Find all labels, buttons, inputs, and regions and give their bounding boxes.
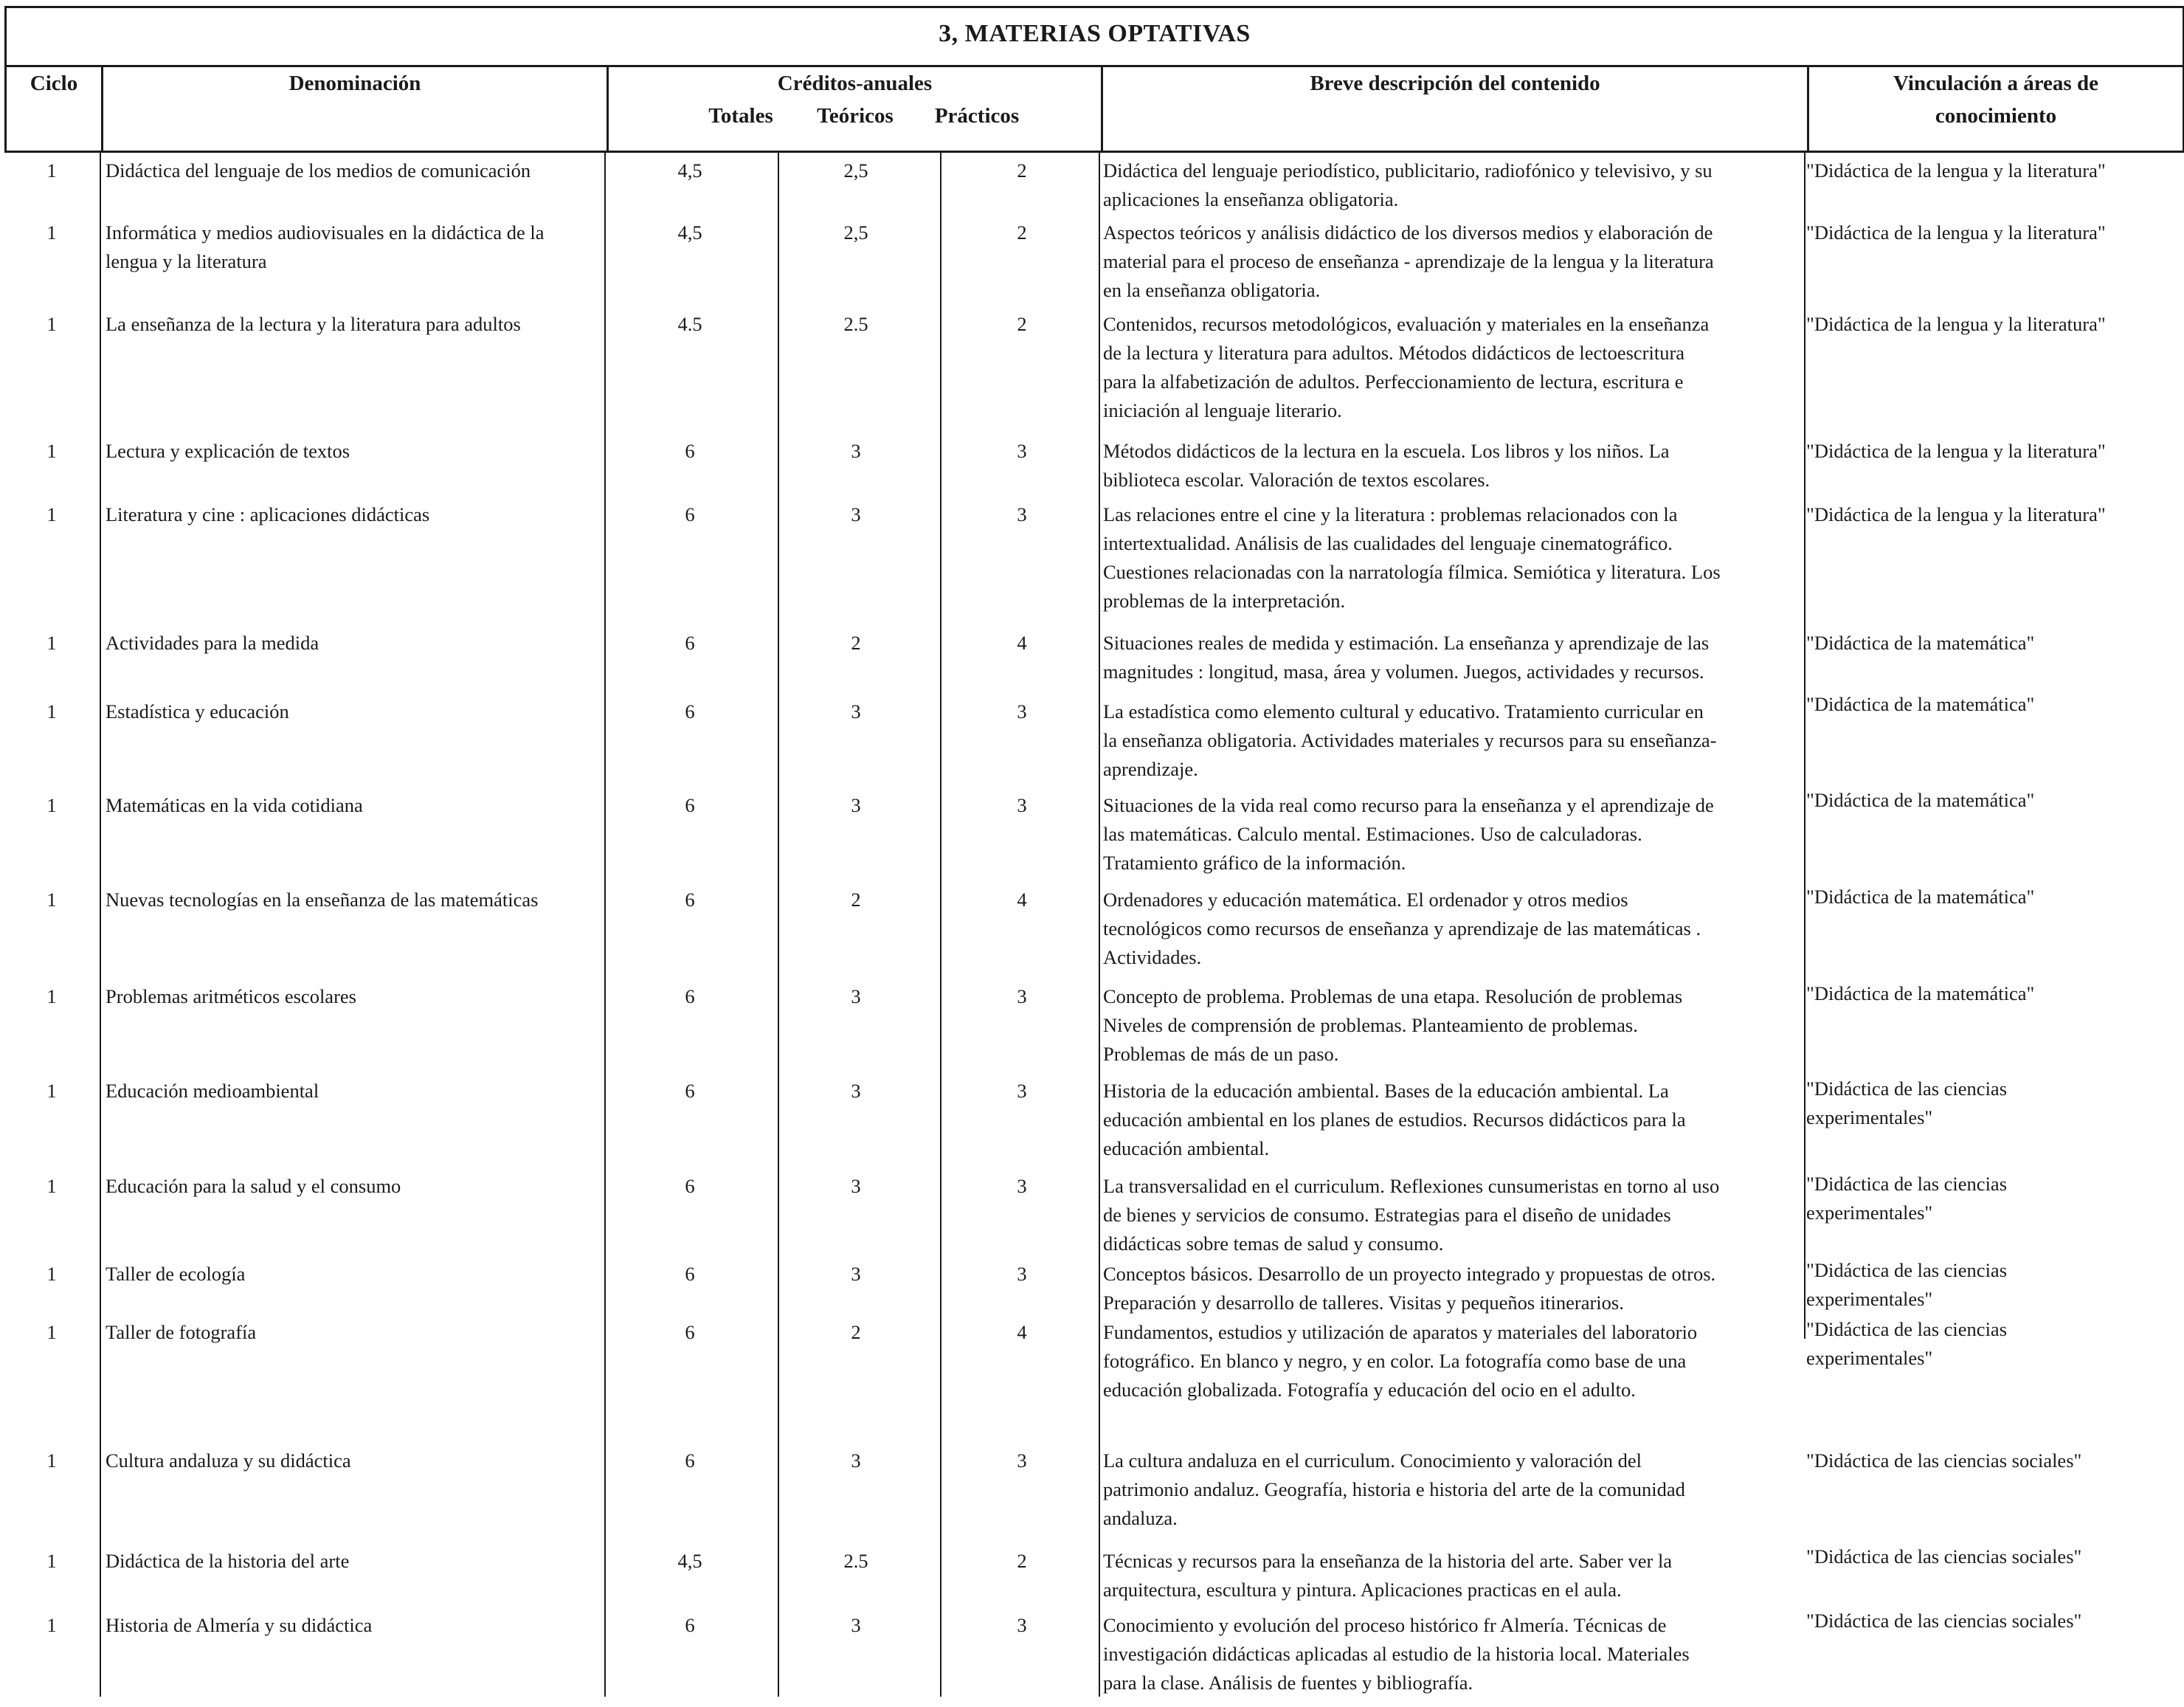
teoricos-cell: 2	[851, 632, 861, 654]
totales-cell: 6	[685, 1263, 695, 1285]
teoricos-cell: 2.5	[843, 1550, 868, 1572]
header-vinculacion-line1: Vinculación a áreas de	[1893, 72, 2098, 95]
column-rule	[1804, 151, 1805, 1339]
teoricos-cell: 3	[851, 1449, 861, 1472]
denominacion-cell: Nuevas tecnologías en la enseñanza de las matemáticas	[106, 889, 539, 911]
practicos-cell: 3	[1017, 985, 1027, 1007]
denominacion-cell: Actividades para la medida	[106, 632, 319, 654]
vinculacion-cell: "Didáctica de las ciencias experimentales"	[1806, 1318, 2008, 1369]
denominacion-cell: Informática y medios audiovisuales en la didáctica de la lengua y la literatura	[106, 221, 545, 272]
descripcion-cell: Situaciones de la vida real como recurso para la enseñanza y el aprendizaje de las matemáticas. Calculo mental. Estimaciones. Uso de calculadoras. Tratamiento gráfico de la información.	[1103, 794, 1714, 874]
vinculacion-cell: "Didáctica de la matemática"	[1806, 693, 2035, 715]
ciclo-cell: 1	[46, 1175, 57, 1197]
descripcion-cell: La estadística como elemento cultural y educativo. Tratamiento curricular en la enseñanza obligatoria. Actividades materiales y recursos para su enseñanza- aprendizaje.	[1103, 700, 1717, 780]
teoricos-cell: 3	[851, 1263, 861, 1285]
teoricos-cell: 2,5	[843, 159, 868, 182]
descripcion-cell: Conceptos básicos. Desarrollo de un proyecto integrado y propuestas de otros. Preparación y desarrollo de talleres. Visitas y pequeños itinerarios.	[1103, 1263, 1716, 1314]
denominacion-cell: Problemas aritméticos escolares	[106, 985, 356, 1007]
column-rule	[940, 151, 941, 1697]
denominacion-cell: Didáctica del lenguaje de los medios de comunicación	[106, 159, 531, 182]
denominacion-cell: Educación medioambiental	[106, 1080, 319, 1102]
practicos-cell: 2	[1017, 1550, 1027, 1572]
teoricos-cell: 3	[851, 440, 861, 462]
ciclo-cell: 1	[46, 1080, 57, 1102]
totales-cell: 4,5	[677, 159, 702, 182]
totales-cell: 6	[685, 1321, 695, 1343]
totales-cell: 6	[685, 1080, 695, 1102]
teoricos-cell: 3	[851, 1080, 861, 1102]
ciclo-cell: 1	[46, 1614, 57, 1636]
denominacion-cell: Matemáticas en la vida cotidiana	[106, 794, 363, 816]
totales-cell: 6	[685, 632, 695, 654]
table-header	[4, 65, 2184, 153]
denominacion-cell: Literatura y cine : aplicaciones didácticas	[106, 503, 430, 525]
vinculacion-cell: "Didáctica de las ciencias experimentales"	[1806, 1259, 2008, 1310]
ciclo-cell: 1	[46, 632, 57, 654]
practicos-cell: 4	[1017, 1321, 1027, 1343]
teoricos-cell: 3	[851, 503, 861, 525]
denominacion-cell: Historia de Almería y su didáctica	[106, 1614, 373, 1636]
totales-cell: 4,5	[677, 221, 702, 244]
practicos-cell: 4	[1017, 632, 1027, 654]
header-practicos: Prácticos	[934, 104, 1020, 128]
title-box	[4, 6, 2184, 67]
ciclo-cell: 1	[46, 1321, 57, 1343]
header-denominacion: Denominación	[288, 72, 421, 95]
practicos-cell: 2	[1017, 159, 1027, 182]
totales-cell: 6	[685, 1449, 695, 1472]
vinculacion-cell: "Didáctica de las ciencias sociales"	[1806, 1545, 2082, 1568]
vinculacion-cell: "Didáctica de la matemática"	[1806, 982, 2035, 1004]
header-teoricos: Teóricos	[817, 104, 894, 128]
header-creditos: Créditos-anuales	[777, 72, 933, 95]
column-rule	[100, 151, 101, 1697]
ciclo-cell: 1	[46, 440, 57, 462]
ciclo-cell: 1	[46, 221, 57, 244]
teoricos-cell: 2.5	[843, 313, 868, 335]
header-descripcion: Breve descripción del contenido	[1310, 72, 1600, 95]
vinculacion-cell: "Didáctica de las ciencias sociales"	[1806, 1449, 2082, 1472]
practicos-cell: 3	[1017, 503, 1027, 525]
teoricos-cell: 2	[851, 1321, 861, 1343]
denominacion-cell: Taller de ecología	[106, 1263, 246, 1285]
descripcion-cell: Las relaciones entre el cine y la literatura : problemas relacionados con la intertextualidad. Análisis de las cualidades del lenguaje cinematográfico. Cuestiones relacionadas con la narratología fílmica. Semiótica y literatura. Los problemas de la interpretación.	[1103, 503, 1721, 612]
ciclo-cell: 1	[46, 313, 57, 335]
totales-cell: 6	[685, 1175, 695, 1197]
teoricos-cell: 3	[851, 1175, 861, 1197]
vinculacion-cell: "Didáctica de la lengua y la literatura"	[1806, 313, 2106, 335]
vinculacion-cell: "Didáctica de las ciencias experimentales"	[1806, 1173, 2008, 1224]
totales-cell: 6	[685, 889, 695, 911]
totales-cell: 6	[685, 794, 695, 816]
ciclo-cell: 1	[46, 159, 57, 182]
descripcion-cell: Técnicas y recursos para la enseñanza de la historia del arte. Saber ver la arquitectura, escultura y pintura. Aplicaciones practicas en el aula.	[1103, 1550, 1673, 1601]
ciclo-cell: 1	[46, 700, 57, 723]
teoricos-cell: 2,5	[843, 221, 868, 244]
practicos-cell: 4	[1017, 889, 1027, 911]
descripcion-cell: Conocimiento y evolución del proceso histórico fr Almería. Técnicas de investigación didácticas aplicadas al estudio de la historia local. Materiales para la clase. Análisis de fuentes y bibliografía.	[1103, 1614, 1690, 1694]
teoricos-cell: 3	[851, 1614, 861, 1636]
ciclo-cell: 1	[46, 889, 57, 911]
header-ciclo: Ciclo	[30, 72, 78, 95]
vinculacion-cell: "Didáctica de la matemática"	[1806, 789, 2035, 811]
totales-cell: 6	[685, 440, 695, 462]
vinculacion-cell: "Didáctica de la lengua y la literatura"	[1806, 221, 2106, 244]
teoricos-cell: 3	[851, 700, 861, 723]
totales-cell: 6	[685, 985, 695, 1007]
denominacion-cell: La enseñanza de la lectura y la literatura para adultos	[106, 313, 521, 335]
header-totales: Totales	[708, 104, 773, 128]
totales-cell: 6	[685, 503, 695, 525]
totales-cell: 4,5	[677, 1550, 702, 1572]
vinculacion-cell: "Didáctica de la lengua y la literatura"	[1806, 503, 2106, 525]
totales-cell: 6	[685, 700, 695, 723]
descripcion-cell: Ordenadores y educación matemática. El ordenador y otros medios tecnológicos como recursos de enseñanza y aprendizaje de las matemáticas . Actividades.	[1103, 889, 1701, 968]
denominacion-cell: Didáctica de la historia del arte	[106, 1550, 350, 1572]
teoricos-cell: 3	[851, 985, 861, 1007]
descripcion-cell: Contenidos, recursos metodológicos, evaluación y materiales en la enseñanza de la lectura y literatura para adultos. Métodos didácticos de lectoescritura para la alfabetización de adultos. Perfeccionamiento de lectura, escritura e iniciación al lenguaje literario.	[1103, 313, 1710, 421]
practicos-cell: 3	[1017, 1175, 1027, 1197]
ciclo-cell: 1	[46, 985, 57, 1007]
practicos-cell: 3	[1017, 440, 1027, 462]
ciclo-cell: 1	[46, 1263, 57, 1285]
descripcion-cell: Fundamentos, estudios y utilización de aparatos y materiales del laboratorio fotográfico. En blanco y negro, y en color. La fotografía como base de una educación globalizada. Fotografía y educación del ocio en el adulto.	[1103, 1321, 1698, 1401]
practicos-cell: 3	[1017, 1080, 1027, 1102]
ciclo-cell: 1	[46, 1449, 57, 1472]
descripcion-cell: La transversalidad en el curriculum. Reflexiones cunsumeristas en torno al uso de bienes y servicios de consumo. Estrategias para el diseño de unidades didácticas sobre temas de salud y consumo.	[1103, 1175, 1720, 1255]
practicos-cell: 3	[1017, 700, 1027, 723]
teoricos-cell: 2	[851, 889, 861, 911]
practicos-cell: 3	[1017, 794, 1027, 816]
descripcion-cell: Situaciones reales de medida y estimación. La enseñanza y aprendizaje de las magnitudes : longitud, masa, área y volumen. Juegos, actividades y recursos.	[1103, 632, 1710, 683]
header-vinculacion-line2: conocimiento	[1935, 104, 2057, 128]
denominacion-cell: Educación para la salud y el consumo	[106, 1175, 401, 1197]
descripcion-cell: Didáctica del lenguaje periodístico, publicitario, radiofónico y televisivo, y su aplicaciones la enseñanza obligatoria.	[1103, 159, 1713, 210]
ciclo-cell: 1	[46, 1550, 57, 1572]
descripcion-cell: Historia de la educación ambiental. Bases de la educación ambiental. La educación ambiental en los planes de estudios. Recursos didácticos para la educación ambiental.	[1103, 1080, 1686, 1159]
denominacion-cell: Estadística y educación	[106, 700, 289, 723]
vinculacion-cell: "Didáctica de la matemática"	[1806, 632, 2035, 654]
vinculacion-cell: "Didáctica de la lengua y la literatura"	[1806, 159, 2106, 182]
teoricos-cell: 3	[851, 794, 861, 816]
denominacion-cell: Lectura y explicación de textos	[106, 440, 350, 462]
vinculacion-cell: "Didáctica de la lengua y la literatura"	[1806, 440, 2106, 462]
vinculacion-cell: "Didáctica de las ciencias experimentales"	[1806, 1077, 2008, 1128]
page-title: 3, MATERIAS OPTATIVAS	[939, 20, 1251, 47]
denominacion-cell: Taller de fotografía	[106, 1321, 257, 1343]
descripcion-cell: Métodos didácticos de la lectura en la escuela. Los libros y los niños. La biblioteca escolar. Valoración de textos escolares.	[1103, 440, 1670, 491]
vinculacion-cell: "Didáctica de la matemática"	[1806, 886, 2035, 908]
practicos-cell: 3	[1017, 1614, 1027, 1636]
practicos-cell: 2	[1017, 313, 1027, 335]
ciclo-cell: 1	[46, 794, 57, 816]
column-rule	[1099, 151, 1100, 1697]
totales-cell: 4.5	[677, 313, 702, 335]
descripcion-cell: La cultura andaluza en el curriculum. Conocimiento y valoración del patrimonio andaluz. Geografía, historia e historia del arte de la comunidad andaluza.	[1103, 1449, 1685, 1529]
denominacion-cell: Cultura andaluza y su didáctica	[106, 1449, 351, 1472]
totales-cell: 6	[685, 1614, 695, 1636]
ciclo-cell: 1	[46, 503, 57, 525]
practicos-cell: 3	[1017, 1263, 1027, 1285]
practicos-cell: 3	[1017, 1449, 1027, 1472]
column-rule	[778, 151, 779, 1697]
vinculacion-cell: "Didáctica de las ciencias sociales"	[1806, 1610, 2082, 1632]
practicos-cell: 2	[1017, 221, 1027, 244]
descripcion-cell: Concepto de problema. Problemas de una etapa. Resolución de problemas Niveles de comprensión de problemas. Planteamiento de problemas. Problemas de más de un paso.	[1103, 985, 1683, 1065]
descripcion-cell: Aspectos teóricos y análisis didáctico de los diversos medios y elaboración de material para el proceso de enseñanza - aprendizaje de la lengua y la literatura en la enseñanza obligatoria.	[1103, 221, 1714, 301]
